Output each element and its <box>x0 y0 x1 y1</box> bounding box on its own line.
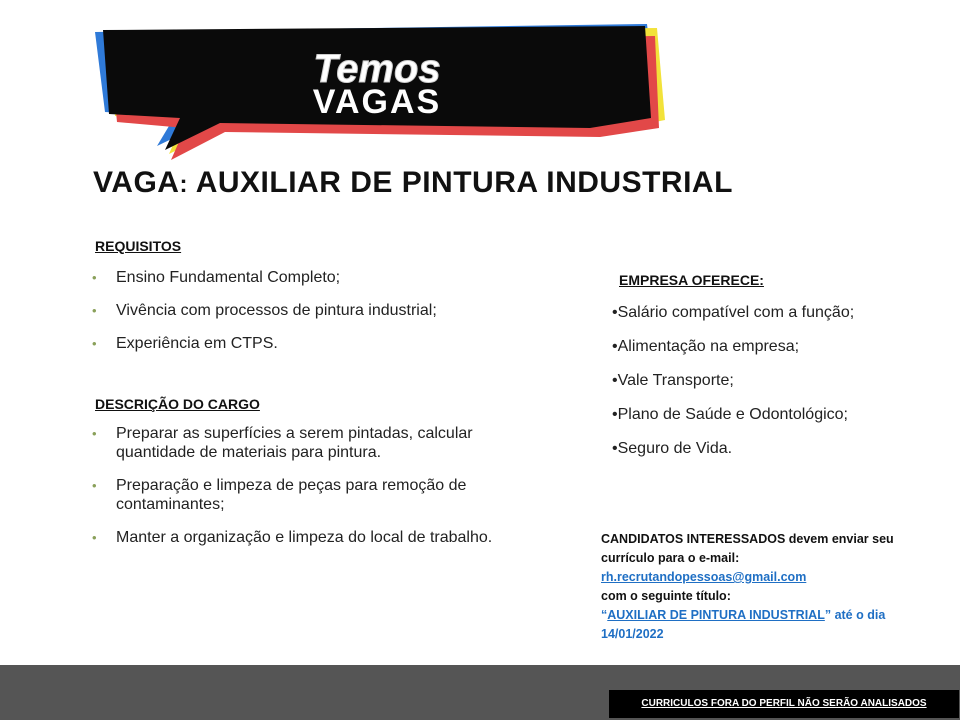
requirements-heading: REQUISITOS <box>95 238 182 254</box>
deadline-date: 14/01/2022 <box>601 627 664 641</box>
deadline-prefix: ” até o dia <box>824 608 886 622</box>
list-item: • Vivência com processos de pintura industrial; <box>90 301 530 320</box>
list-item: • Preparar as superfícies a serem pintadas, calcular quantidade de materiais para pintura. <box>90 424 510 462</box>
list-item: • Experiência em CTPS. <box>90 334 530 353</box>
title-prefix: VAGA <box>93 166 180 199</box>
contact-block <box>601 530 941 644</box>
list-item: •Plano de Saúde e Odontológico; <box>612 406 848 423</box>
contact-subject-intro: com o seguinte título: <box>601 589 731 603</box>
banner-line2: VAGAS <box>312 83 442 121</box>
title-colon: : <box>179 171 188 198</box>
description-heading: DESCRIÇÃO DO CARGO <box>95 396 260 412</box>
subject-link[interactable]: AUXILIAR DE PINTURA INDUSTRIAL <box>607 608 825 622</box>
email-link[interactable]: rh.recrutandopessoas@gmail.com <box>601 570 807 584</box>
title-role: AUXILIAR DE PINTURA INDUSTRIAL <box>195 166 733 199</box>
requirements-list <box>90 268 530 353</box>
offer-list <box>612 296 854 466</box>
list-item: • Ensino Fundamental Completo; <box>90 268 530 287</box>
banner-line1: Temos <box>313 47 441 91</box>
list-item: • Preparação e limpeza de peças para remoção de contaminantes; <box>90 476 510 514</box>
contact-instructions: CANDIDATOS INTERESSADOS devem enviar seu currículo para o e-mail: <box>601 532 894 565</box>
description-list <box>90 424 510 547</box>
list-item: •Vale Transporte; <box>612 372 734 389</box>
list-item: •Salário compatível com a função; <box>612 304 855 321</box>
temos-vagas-banner <box>85 20 665 165</box>
offer-heading: EMPRESA OFERECE: <box>619 272 764 288</box>
list-item: • Manter a organização e limpeza do local de trabalho. <box>90 528 510 547</box>
contact-subject-line <box>601 606 941 625</box>
list-item: •Alimentação na empresa; <box>612 338 800 355</box>
quote-open: “ <box>601 608 608 622</box>
list-item: •Seguro de Vida. <box>612 440 733 457</box>
footer-notice: CURRICULOS FORA DO PERFIL NÃO SERÃO ANALISADOS <box>609 690 959 718</box>
page-title <box>93 166 733 200</box>
